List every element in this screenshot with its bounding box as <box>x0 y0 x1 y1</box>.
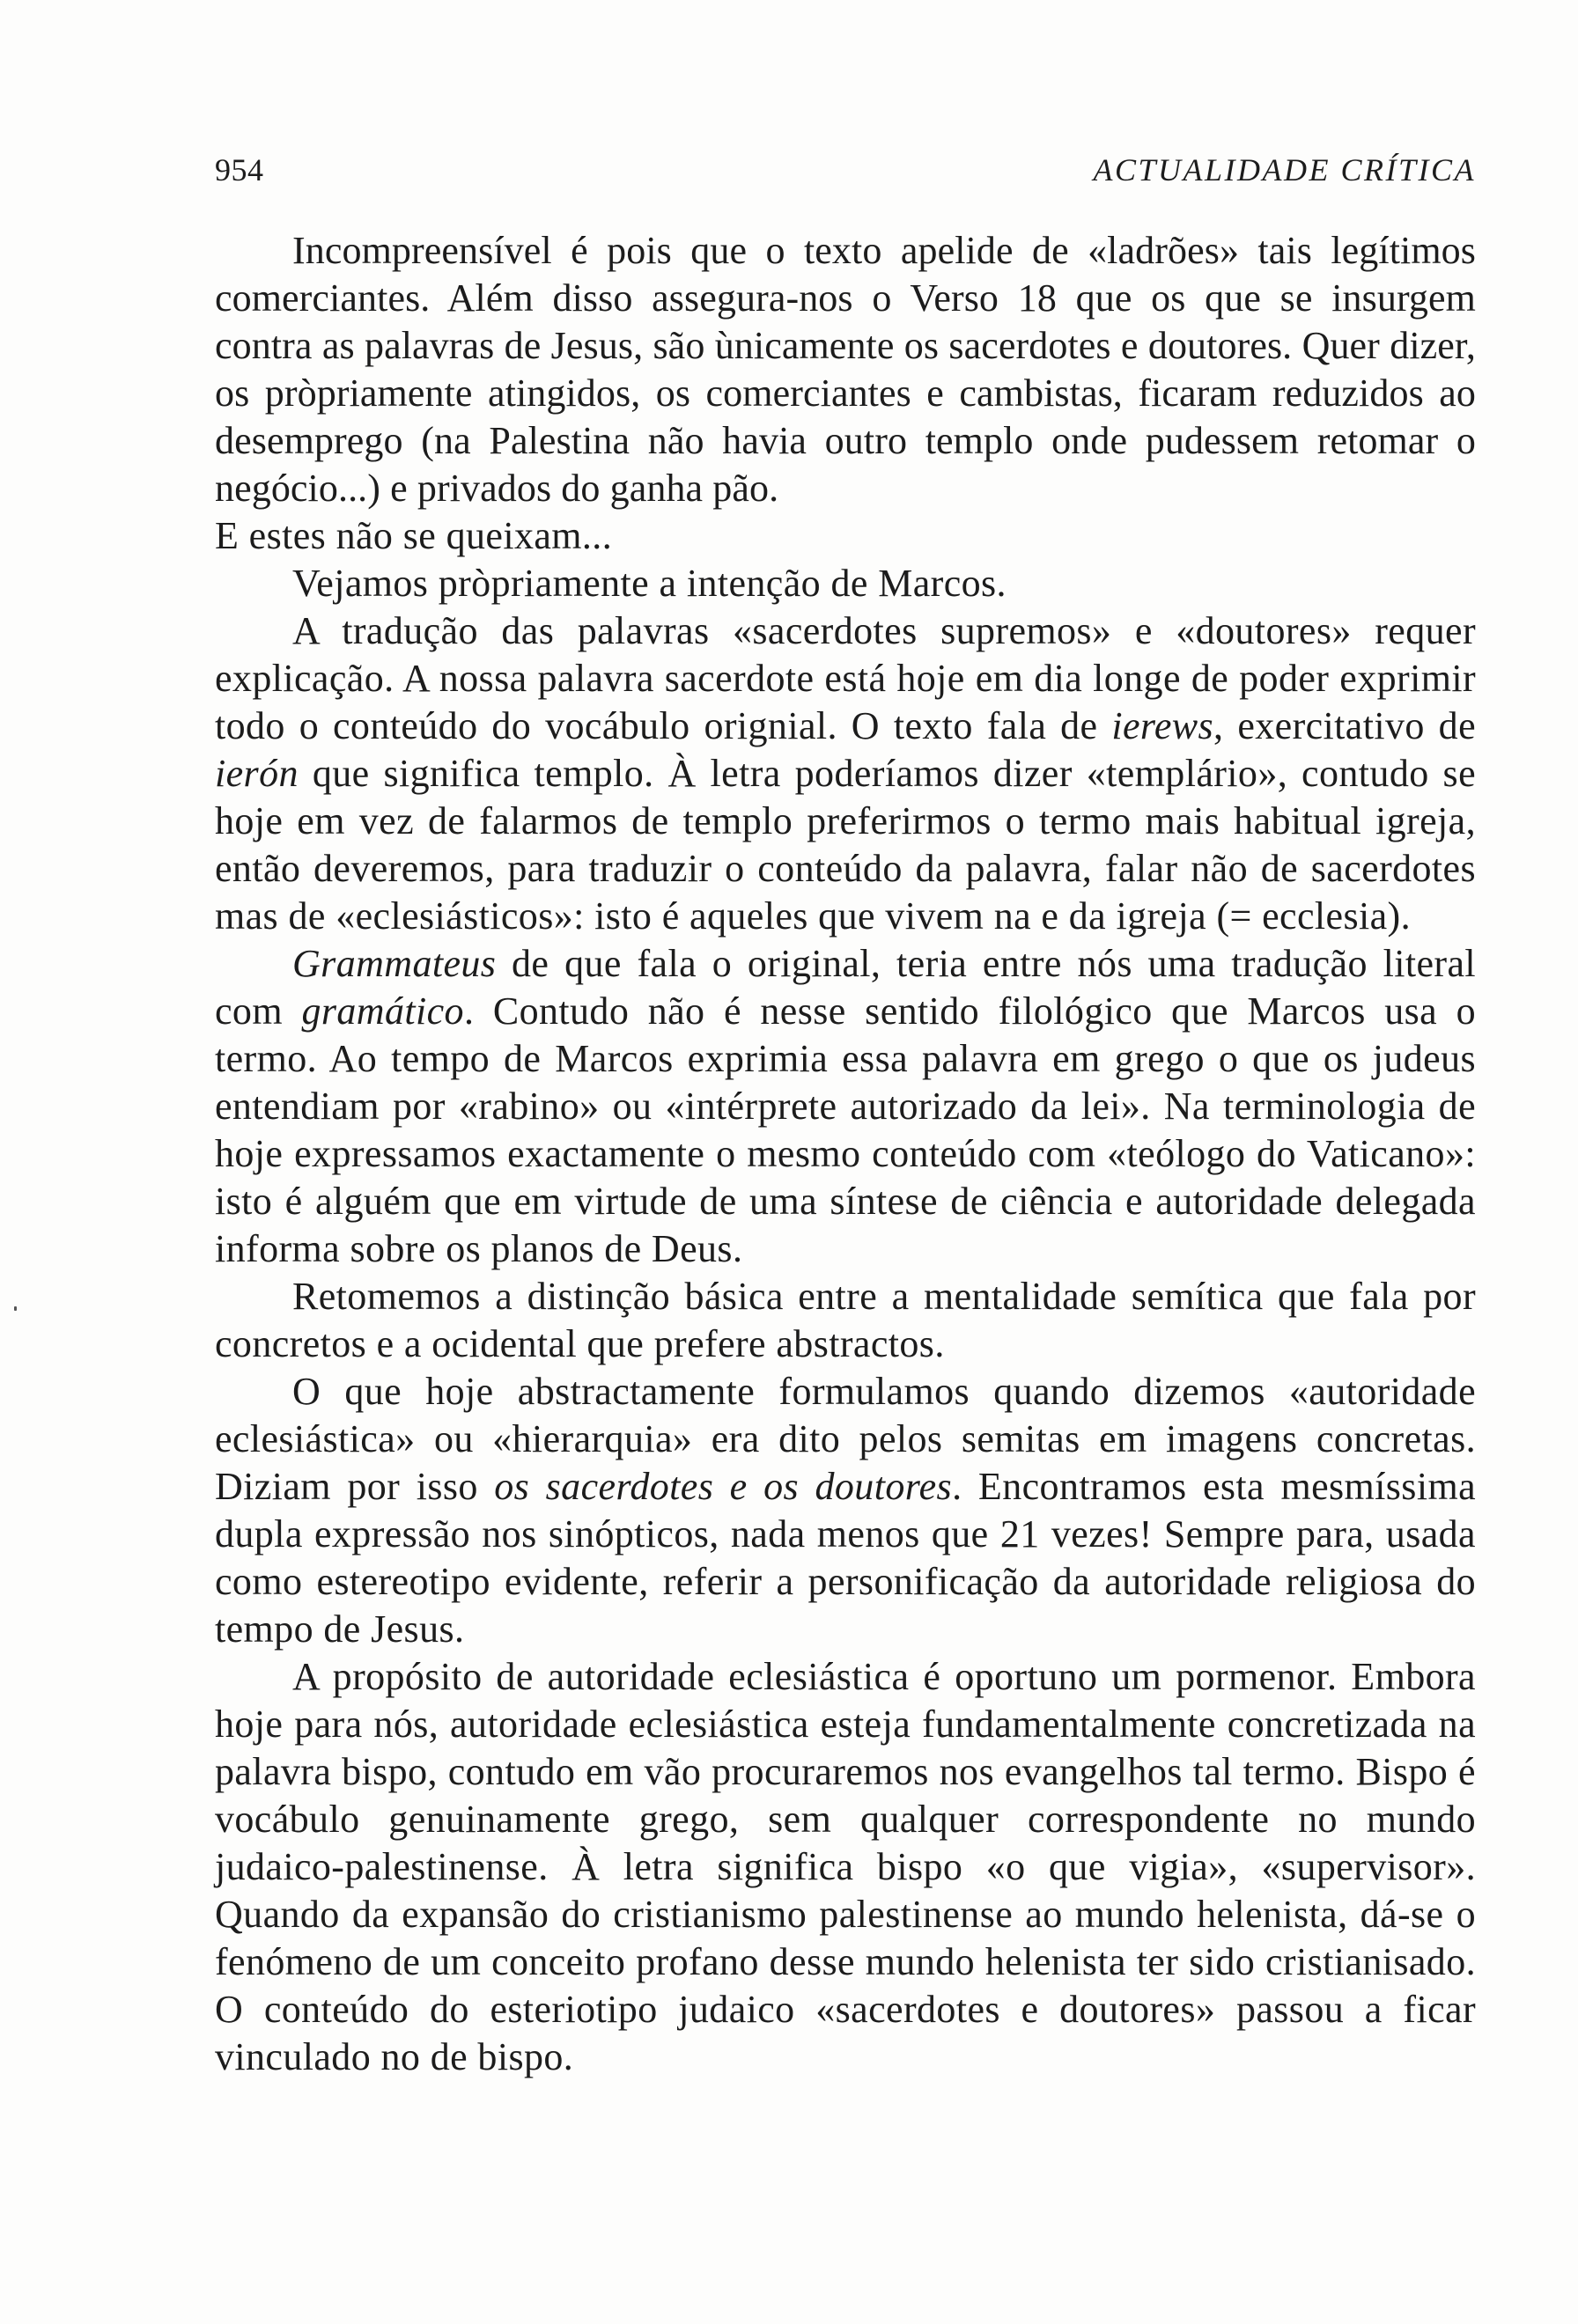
paragraph: A propósito de autoridade eclesiástica é oportuno um pormenor. Embora hoje para nós, autoridade eclesiástica esteja fundamentalmente concretizada na palavra bispo, contudo em vão procuraremos nos evangelhos tal termo. Bispo é vocábulo genuinamente grego, sem qualquer correspondente no mundo judaico-palestinense. À letra significa bispo «o que vigia», «supervisor». Quando da expansão do cristianismo palestinense ao mundo helenista, dá-se o fenómeno de um conceito profano desse mundo helenista ter sido cristianisado. O conteúdo do esteriotipo judaico «sacerdotes e doutores» passou a ficar vinculado no de bispo. <box>215 1655 1476 2078</box>
paragraph: Retomemos a distinção básica entre a mentalidade semítica que fala por concretos e a ocidental que prefere abstractos. <box>215 1275 1476 1365</box>
italic-phrase: os sacerdotes e os doutores <box>494 1465 953 1508</box>
text-run: de que fala o original, teria entre nós uma tradução literal com <box>215 942 1476 1033</box>
text-run: . Encontramos esta mesmíssima dupla expressão nos sinópticos, nada menos que 21 vezes! Sempre para, usada como estereotipo evidente, referir a personificação da autoridade religiosa do tempo de Jesus. <box>215 1465 1477 1651</box>
text-run: . Contudo não é nesse sentido filológico que Marcos usa o termo. Ao tempo de Marcos exprimia essa palavra em grego o que os judeus entendiam por «rabino» ou «intérprete autorizado da lei». Na terminologia de hoje expressamos exactamente o mesmo conteúdo com «teólogo do Vaticano»: isto é alguém que em virtude de uma síntese de ciência e autoridade delegada informa sobre os planos de Deus. <box>215 989 1477 1270</box>
text-run: A tradução das palavras «sacerdotes supremos» e «doutores» requer explicação. A nossa palavra sacerdote está hoje em dia longe de poder exprimir todo o conteúdo do vocábulo orignial. O texto fala de <box>215 609 1476 747</box>
page-number: 954 <box>215 152 264 188</box>
paragraph: Incompreensível é pois que o texto apelide de «ladrões» tais legítimos comerciantes. Além disso assegura-nos o Verso 18 que os que se insurgem contra as palavras de Jesus, são ùnicamente os sacerdotes e doutores. Quer dizer, os pròpriamente atingidos, os comerciantes e cambistas, ficaram reduzidos ao desemprego (na Palestina não havia outro templo onde pudessem retomar o negócio...) e privados do ganha pão. <box>215 229 1476 510</box>
paragraph <box>215 940 1476 1273</box>
paragraph: Vejamos pròpriamente a intenção de Marcos. <box>292 562 1007 605</box>
text-run: que significa templo. À letra poderíamos dizer «templário», contudo se hoje em vez de falarmos de templo preferirmos o termo mais habitual igreja, então deveremos, para traduzir o conteúdo da palavra, falar não de sacerdotes mas de «eclesiásticos»: isto é aqueles que vivem na e da igreja (= ecclesia). <box>215 752 1476 938</box>
paragraph <box>215 607 1476 940</box>
text-run: , exercitativo de <box>1213 704 1477 747</box>
body-text <box>215 227 1476 2081</box>
italic-term: ierón <box>215 752 299 795</box>
italic-term: gramático <box>301 989 464 1033</box>
paragraph: E estes não se queixam... <box>215 514 613 557</box>
italic-term: Grammateus <box>292 942 497 985</box>
paragraph <box>215 1368 1476 1653</box>
italic-term: ierews <box>1111 704 1214 747</box>
page-header <box>215 151 1476 195</box>
running-title: ACTUALIDADE CRÍTICA <box>1093 152 1476 188</box>
text-run: O que hoje abstractamente formulamos quando dizemos «autoridade eclesiástica» ou «hierarquia» era dito pelos semitas em imagens concretas. Diziam por isso <box>215 1370 1476 1508</box>
scan-speck <box>14 1306 17 1311</box>
